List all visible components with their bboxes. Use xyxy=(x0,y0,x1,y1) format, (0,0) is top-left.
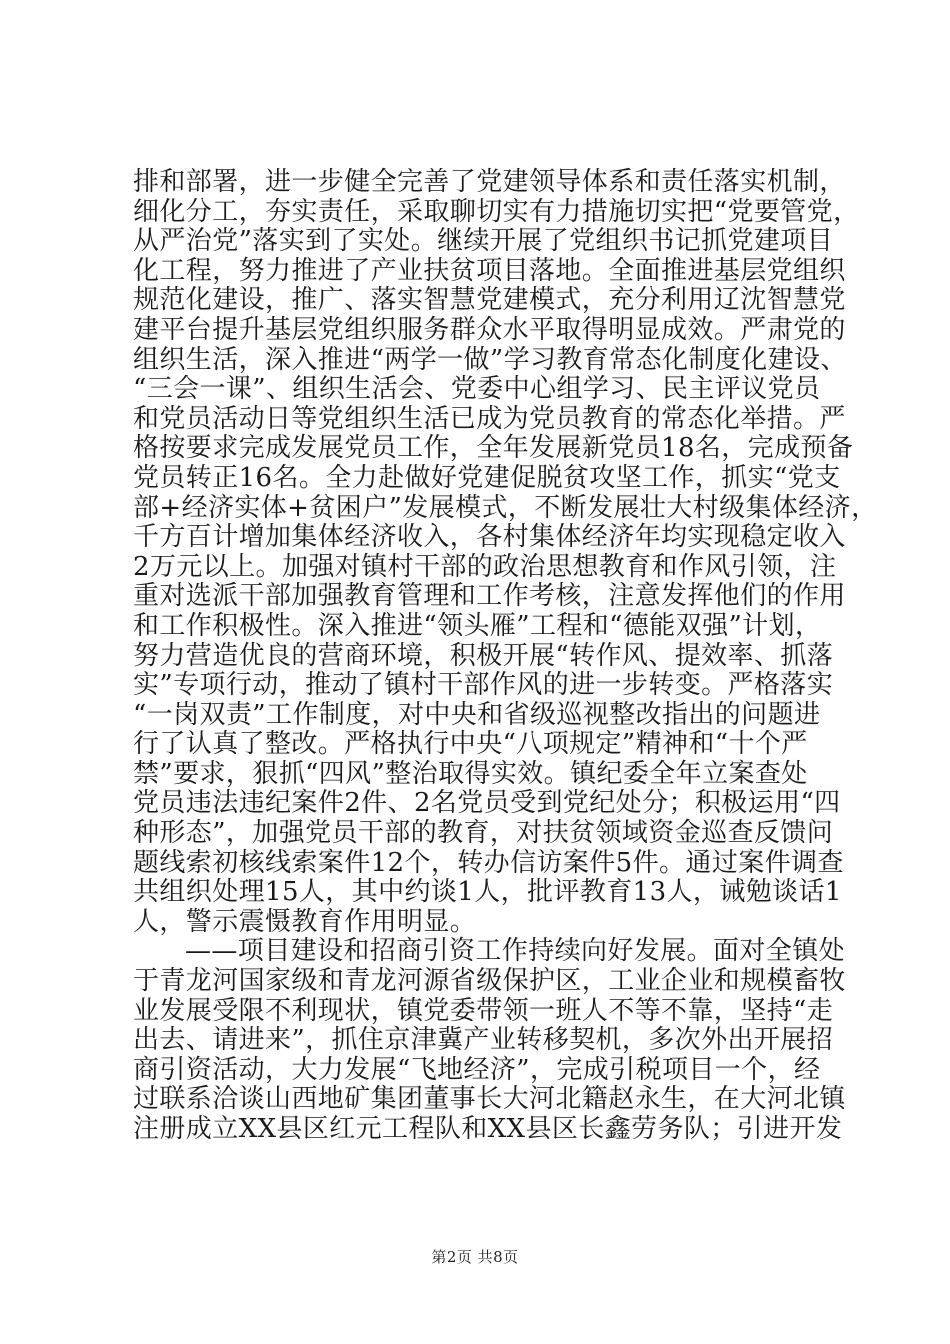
text-line: 从严治党”落实到了实处。继续开展了党组织书记抓党建项目 xyxy=(133,226,834,257)
text-line: 实”专项行动，推动了镇村干部作风的进一步转变。严格落实 xyxy=(133,670,834,701)
text-line: 人，警示震慑教育作用明显。 xyxy=(133,906,477,937)
text-line: 格按要求完成发展党员工作，全年发展新党员18名，完成预备 xyxy=(133,433,854,464)
text-line: 重对选派干部加强教育管理和工作考核，注意发挥他们的作用 xyxy=(133,581,846,612)
text-line: 行了认真了整改。严格执行中央“八项规定”精神和“十个严 xyxy=(133,729,808,760)
text-line: 注册成立XX县区红元工程队和XX县区长鑫劳务队；引进开发 xyxy=(133,1114,843,1144)
text-line: 党员违法违纪案件2件、2名党员受到党纪处分；积极运用“四 xyxy=(133,788,841,819)
text-line: 规范化建设，推广、落实智慧党建模式，充分利用辽沈智慧党 xyxy=(133,285,846,316)
text-line: 出去、请进来”，抓住京津冀产业转移契机，多次外出开展招 xyxy=(133,1025,834,1056)
text-line: 业发展受限不利现状，镇党委带领一班人不等不靠，坚持“走 xyxy=(133,995,834,1026)
text-line: 和工作积极性。深入推进“领头雁”工程和“德能双强”计划， xyxy=(133,610,822,641)
text-line: 排和部署，进一步健全完善了党建领导体系和责任落实机制， xyxy=(133,167,846,197)
page-number-footer: 第2页 共8页 xyxy=(431,1248,519,1266)
text-line: 组织生活，深入推进“两学一做”学习教育常态化制度化建设、 xyxy=(133,344,847,375)
body-text xyxy=(133,167,878,1145)
text-line: 化工程，努力推进了产业扶贫项目落地。全面推进基层党组织 xyxy=(133,255,846,286)
text-line: 共组织处理15人，其中约谈1人，批评教育13人，诫勉谈话1 xyxy=(133,877,842,908)
text-line: 建平台提升基层党组织服务群众水平取得明显成效。严肃党的 xyxy=(133,314,846,345)
text-line: 商引资活动，大力发展“飞地经济”，完成引税项目一个，经 xyxy=(133,1054,821,1085)
text-line: 题线索初核线索案件12个，转办信访案件5件。通过案件调查 xyxy=(133,847,844,878)
text-line: 千方百计增加集体经济收入，各村集体经济年均实现稳定收入 xyxy=(133,522,846,553)
text-line: “一岗双责”工作制度，对中央和省级巡视整改指出的问题进 xyxy=(133,699,821,730)
text-line: 种形态”，加强党员干部的教育，对扶贫领域资金巡查反馈问 xyxy=(133,818,834,849)
text-line: 2万元以上。加强对镇村干部的政治思想教育和作风引领，注 xyxy=(133,551,837,582)
text-line: 和党员活动日等党组织生活已成为党员教育的常态化举措。严 xyxy=(133,403,846,434)
text-line: 部+经济实体+贫困户”发展模式，不断发展壮大村级集体经济， xyxy=(133,492,878,523)
text-line: 细化分工，夯实责任，采取聊切实有力措施切实把“党要管党， xyxy=(133,196,860,227)
text-line: 努力营造优良的营商环境，积极开展“转作风、提效率、抓落 xyxy=(133,640,834,671)
text-line: 党员转正16名。全力赴做好党建促脱贫攻坚工作，抓实“党支 xyxy=(133,462,841,493)
paragraph-start-line: ——项目建设和招商引资工作持续向好发展。面对全镇处 xyxy=(185,936,846,967)
text-line: 过联系洽谈山西地矿集团董事长大河北籍赵永生，在大河北镇 xyxy=(133,1084,846,1115)
text-line: 禁”要求，狠抓“四风”整治取得实效。镇纪委全年立案查处 xyxy=(133,758,808,789)
text-line: 于青龙河国家级和青龙河源省级保护区，工业企业和规模畜牧 xyxy=(133,966,846,997)
text-line: “三会一课”、组织生活会、党委中心组学习、民主评议党员 xyxy=(133,374,821,405)
